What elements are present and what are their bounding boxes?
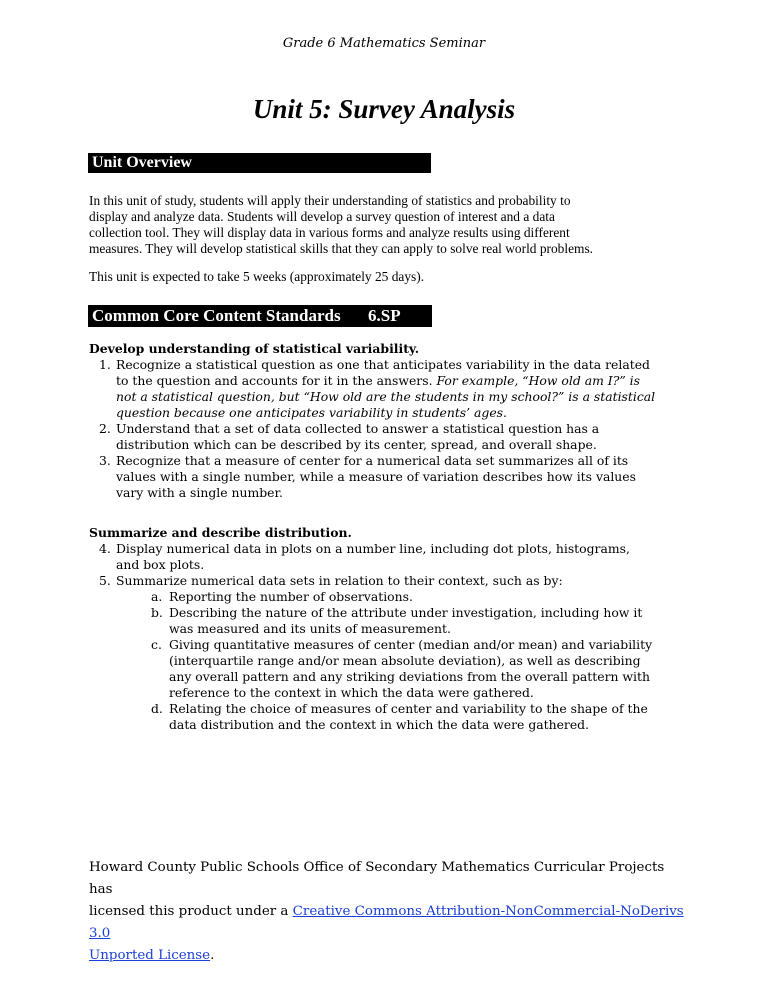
sub-list-item bbox=[89, 701, 689, 733]
item-line: Summarize numerical data sets in relation to their context, such as by: bbox=[116, 573, 563, 588]
sub-item-line: Giving quantitative measures of center (median and/or mean) and variability bbox=[169, 637, 653, 652]
item-line-with-example bbox=[116, 373, 689, 389]
running-header: Grade 6 Mathematics Seminar bbox=[282, 36, 486, 51]
footer-line bbox=[89, 945, 689, 967]
example-text: not a statistical question, but “How old are the students in my school?” is a statistical bbox=[116, 389, 656, 404]
sub-item-line: (interquartile range and/or mean absolute deviation), as well as describing bbox=[169, 653, 641, 668]
overview-line: In this unit of study, students will apply their understanding of statistics and probability to bbox=[89, 193, 571, 208]
sub-item-line: Reporting the number of observations. bbox=[169, 589, 413, 604]
overview-paragraph bbox=[89, 193, 689, 257]
standards-list-distribution bbox=[89, 541, 689, 589]
item-line: distribution which can be described by its center, spread, and overall shape. bbox=[116, 437, 597, 452]
list-item bbox=[89, 421, 689, 453]
item-number: 3. bbox=[99, 453, 111, 468]
item-line: and box plots. bbox=[116, 557, 205, 572]
sub-item-line: data distribution and the context in which the data were gathered. bbox=[169, 717, 590, 732]
unit-overview-heading: Unit Overview bbox=[88, 153, 431, 173]
footer-line: Howard County Public Schools Office of Secondary Mathematics Curricular Projects has bbox=[89, 860, 665, 897]
license-footer bbox=[89, 857, 689, 967]
standards-code: 6.SP bbox=[368, 306, 401, 325]
sub-item-letter: d. bbox=[151, 701, 163, 716]
item-line: Understand that a set of data collected to answer a statistical question has a bbox=[116, 421, 600, 436]
footer-suffix: . bbox=[210, 948, 215, 963]
page-title: Unit 5: Survey Analysis bbox=[252, 94, 516, 124]
item-line: Recognize that a measure of center for a numerical data set summarizes all of its bbox=[116, 453, 629, 468]
sub-item-line: was measured and its units of measurement. bbox=[169, 621, 451, 636]
section-title-distribution: Summarize and describe distribution. bbox=[89, 525, 352, 540]
item-line: values with a single number, while a measure of variation describes how its values bbox=[116, 469, 636, 484]
license-link-continued[interactable]: Unported License bbox=[89, 948, 211, 963]
sub-item-letter: b. bbox=[151, 605, 163, 620]
sub-item-line: reference to the context in which the data were gathered. bbox=[169, 685, 534, 700]
item-number: 2. bbox=[99, 421, 111, 436]
item-line: vary with a single number. bbox=[116, 485, 283, 500]
list-item bbox=[89, 453, 689, 501]
sub-item-line: Relating the choice of measures of center and variability to the shape of the bbox=[169, 701, 648, 716]
list-item bbox=[89, 357, 689, 421]
sub-list-item bbox=[89, 605, 689, 637]
standards-heading bbox=[88, 305, 432, 327]
list-item bbox=[89, 541, 689, 573]
standards-heading-label: Common Core Content Standards bbox=[92, 306, 341, 325]
sub-list-item bbox=[89, 637, 689, 701]
overview-line: collection tool. They will display data in various forms and analyze results using different bbox=[89, 225, 570, 240]
license-link[interactable]: Creative Commons Attribution-NonCommercial-NoDerivs 3.0 bbox=[89, 904, 684, 941]
list-item bbox=[89, 573, 689, 589]
footer-line bbox=[89, 901, 689, 945]
sub-item-line: any overall pattern and any striking deviations from the overall pattern with bbox=[169, 669, 650, 684]
example-text: question because one anticipates variability in students’ ages. bbox=[116, 405, 507, 420]
overview-line: display and analyze data. Students will develop a survey question of interest and a data bbox=[89, 209, 555, 224]
item-line: to the question and accounts for it in the answers. bbox=[116, 373, 433, 388]
section-title-variability: Develop understanding of statistical variability. bbox=[89, 341, 420, 356]
duration-paragraph: This unit is expected to take 5 weeks (approximately 25 days). bbox=[89, 269, 425, 284]
footer-prefix: licensed this product under a bbox=[89, 904, 293, 919]
sub-item-line: Describing the nature of the attribute under investigation, including how it bbox=[169, 605, 643, 620]
item-line: Display numerical data in plots on a number line, including dot plots, histograms, bbox=[116, 541, 630, 556]
sub-list bbox=[89, 589, 689, 733]
item-line: Recognize a statistical question as one that anticipates variability in the data related bbox=[116, 357, 650, 372]
overview-line: measures. They will develop statistical skills that they can apply to solve real world problems. bbox=[89, 241, 594, 256]
sub-list-item bbox=[89, 589, 689, 605]
item-number: 4. bbox=[99, 541, 111, 556]
sub-item-letter: c. bbox=[151, 637, 162, 652]
example-text: For example, “How old am I?” is bbox=[436, 373, 640, 388]
item-number: 5. bbox=[99, 573, 111, 588]
standards-content bbox=[89, 341, 689, 733]
sub-item-letter: a. bbox=[151, 589, 163, 604]
standards-list-variability bbox=[89, 357, 689, 501]
item-number: 1. bbox=[99, 357, 111, 372]
section-spacer bbox=[89, 501, 689, 525]
